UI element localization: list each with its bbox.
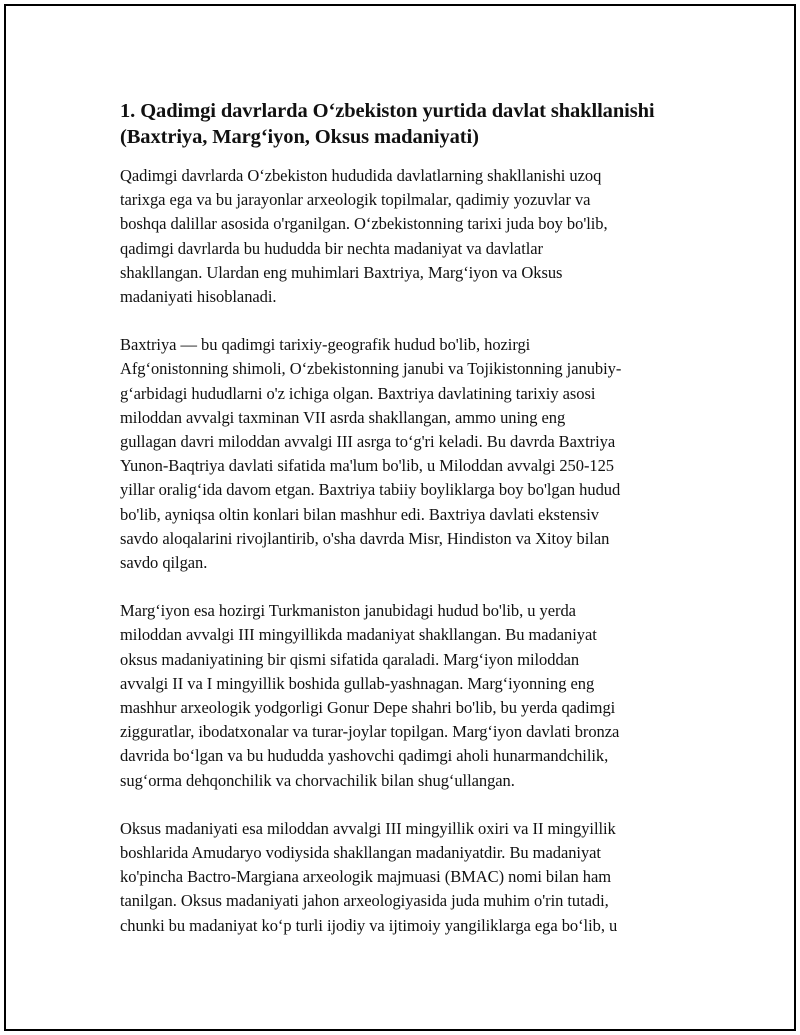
text-line: ko'pincha Bactro-Margiana arxeologik majmuasi (BMAC) nomi bilan ham: [120, 867, 611, 887]
text-line: Yunon-Baqtriya davlati sifatida ma'lum bo'lib, u Miloddan avvalgi 250-125: [120, 456, 615, 476]
text-line: bo'lib, ayniqsa oltin konlari bilan mashhur edi. Baxtriya davlati ekstensiv: [120, 504, 600, 524]
text-line: gullagan davri miloddan avvalgi III asrga to‘g'ri keladi. Bu davrda Baxtriya: [120, 432, 616, 452]
text-line: boshqa dalillar asosida o'rganilgan. O‘zbekistonning tarixi juda boy bo'lib,: [120, 214, 608, 234]
text-line: sug‘orma dehqonchilik va chorvachilik bilan shug‘ullangan.: [120, 770, 515, 790]
text-line: miloddan avvalgi taxminan VII asrda shakllangan, ammo uning eng: [120, 407, 566, 427]
paragraph-margiyon: [120, 599, 694, 793]
text-line: tanilgan. Oksus madaniyati jahon arxeologiyasida juda muhim o'rin tutadi,: [120, 891, 609, 911]
text-line: Marg‘iyon esa hozirgi Turkmaniston janubidagi hudud bo'lib, u yerda: [120, 601, 576, 621]
text-line: qadimgi davrlarda bu hududda bir nechta madaniyat va davlatlar: [120, 238, 543, 258]
page-frame: [4, 4, 796, 1031]
text-line: yillar oralig‘ida davom etgan. Baxtriya tabiiy boyliklarga boy bo'lgan hudud: [120, 480, 621, 500]
text-line: Qadimgi davrlarda O‘zbekiston hududida davlatlarning shakllanishi uzoq: [120, 166, 602, 185]
text-line: oksus madaniyatining bir qismi sifatida qaraladi. Marg‘iyon miloddan: [120, 649, 580, 669]
text-line: boshlarida Amudaryo vodiysida shakllangan madaniyatdir. Bu madaniyat: [120, 843, 601, 863]
text-line: savdo aloqalarini rivojlantirib, o'sha davrda Misr, Hindiston va Xitoy bilan: [120, 528, 610, 548]
text-line: Oksus madaniyati esa miloddan avvalgi III mingyillik oxiri va II mingyillik: [120, 818, 616, 838]
text-line: tarixga ega va bu jarayonlar arxeologik topilmalar, qadimiy yozuvlar va: [120, 190, 591, 210]
text-line: zigguratlar, ibodatxonalar va turar-joylar topilgan. Marg‘iyon davlati bronza: [120, 722, 620, 742]
text-line: Baxtriya — bu qadimgi tarixiy-geografik hudud bo'lib, hozirgi: [120, 335, 531, 355]
paragraph-oksus: [120, 817, 694, 938]
heading-line: (Baxtriya, Marg‘iyon, Oksus madaniyati): [120, 126, 479, 148]
section-heading: [120, 98, 694, 150]
paragraph-baxtriya: [120, 333, 694, 575]
text-line: madaniyati hisoblanadi.: [120, 287, 277, 307]
text-line: savdo qilgan.: [120, 553, 208, 573]
text-line: miloddan avvalgi III mingyillikda madaniyat shakllangan. Bu madaniyat: [120, 625, 597, 645]
text-line: Afg‘onistonning shimoli, O‘zbekistonning janubi va Tojikistonning janubiy-: [120, 359, 622, 379]
paragraph-intro: [120, 164, 694, 309]
heading-line: 1. Qadimgi davrlarda O‘zbekiston yurtida davlat shakllanishi: [120, 100, 655, 122]
document-body: [120, 98, 694, 962]
text-line: g‘arbidagi hududlarni o'z ichiga olgan. Baxtriya davlatining tarixiy asosi: [120, 383, 596, 403]
text-line: mashhur arxeologik yodgorligi Gonur Depe shahri bo'lib, bu yerda qadimgi: [120, 698, 616, 718]
text-line: shakllangan. Ulardan eng muhimlari Baxtriya, Marg‘iyon va Oksus: [120, 262, 563, 282]
text-line: davrida bo‘lgan va bu hududda yashovchi qadimgi aholi hunarmandchilik,: [120, 746, 609, 766]
text-line: avvalgi II va I mingyillik boshida gullab-yashnagan. Marg‘iyonning eng: [120, 673, 595, 693]
text-line: chunki bu madaniyat ko‘p turli ijodiy va ijtimoiy yangiliklarga ega bo‘lib, u: [120, 915, 618, 935]
